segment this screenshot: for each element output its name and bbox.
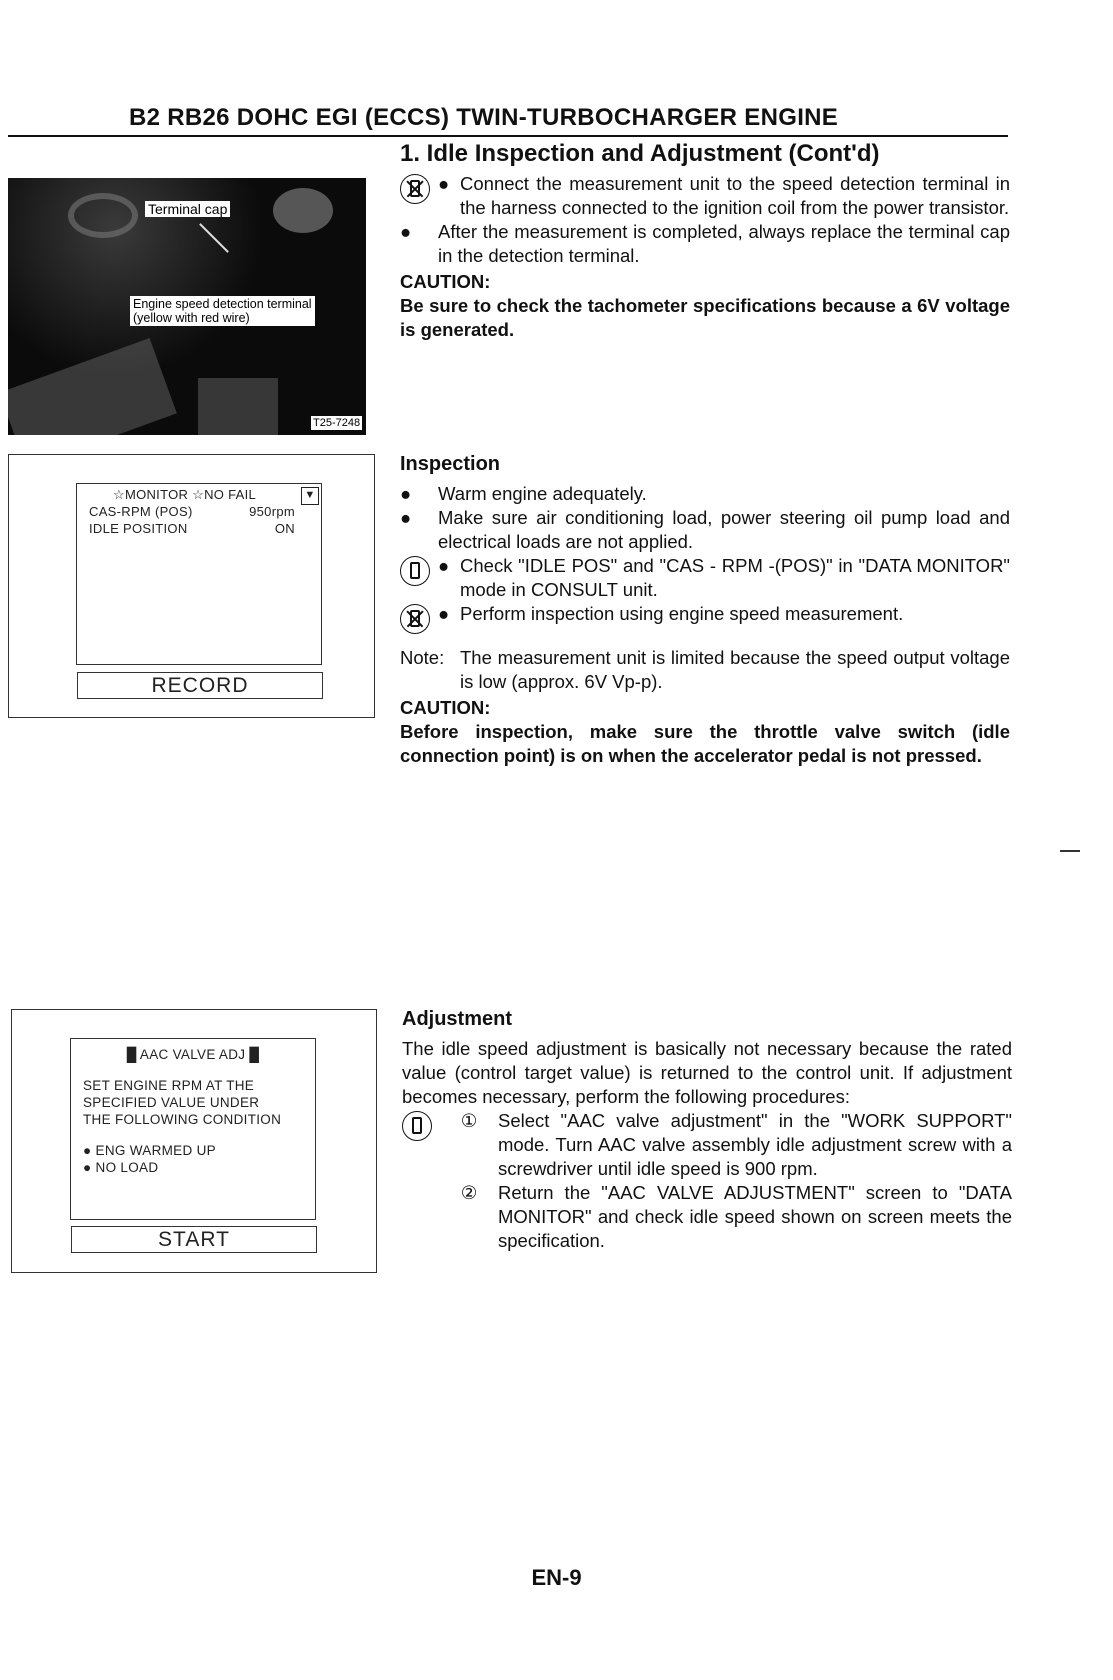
consult-icon (402, 1109, 440, 1133)
step-text: Select "AAC valve adjustment" in the "WORK SUPPORT" mode. Turn AAC valve assembly idle adjustment screw with a screwdriver until idle speed is 900 rpm. (498, 1110, 1012, 1179)
consult-icon (400, 554, 438, 578)
no-consult-bullet: Perform inspection using engine speed measurement. (460, 603, 904, 624)
aac-line: SET ENGINE RPM AT THE (83, 1078, 255, 1093)
step-number: ② (460, 1182, 478, 1203)
adjustment-heading: Adjustment (402, 1008, 512, 1030)
block-icon: █ (126, 1047, 137, 1062)
row-label: IDLE POSITION (89, 521, 188, 536)
page-number: EN-9 (531, 1565, 582, 1590)
aac-line: SPECIFIED VALUE UNDER (83, 1095, 260, 1110)
caution-label: CAUTION: (400, 697, 491, 718)
intro-bullet: Connect the measurement unit to the speed detection terminal in the harness connected to the ignition coil from the power transistor. (460, 173, 1010, 218)
intro-section: ● Connect the measurement unit to the speed detection terminal in the harness connected to the ignition coil from the power transistor. ● After the measurement is completed, always replace the terminal cap in the detection terminal. CAUTION: Be sure to check the tachometer specifications because a 6V voltage is generated. (400, 173, 1010, 340)
no-consult-icon (400, 602, 438, 626)
aac-screen: █ AAC VALVE ADJ █ SET ENGINE RPM AT THE SPECIFIED VALUE UNDER THE FOLLOWING CONDITION ● ENG WARMED UP ● NO LOAD (70, 1038, 316, 1220)
photo-label-line: (yellow with red wire) (133, 311, 250, 325)
monitor-title: ☆MONITOR ☆NO FAIL (113, 487, 257, 502)
aac-screen-figure (11, 1009, 377, 1273)
block-icon: █ (249, 1047, 260, 1062)
note-label: Note: (400, 647, 445, 668)
aac-title: AAC VALVE ADJ (139, 1047, 246, 1062)
monitor-row (77, 520, 321, 537)
record-button[interactable]: RECORD (77, 672, 323, 699)
no-consult-icon (400, 172, 438, 196)
note-text: The measurement unit is limited because the speed output voltage is low (approx. 6V Vp-p). (460, 647, 1010, 692)
header-divider (8, 135, 1008, 137)
aac-line: THE FOLLOWING CONDITION (83, 1112, 282, 1127)
step-number: ① (460, 1110, 478, 1131)
photo-label-terminal-cap: Terminal cap (145, 201, 230, 217)
margin-mark (1060, 850, 1080, 852)
row-label: CAS-RPM (POS) (89, 504, 193, 519)
caution-label: CAUTION: (400, 271, 491, 292)
monitor-row (77, 503, 321, 520)
monitor-screen (76, 483, 322, 665)
consult-bullet: Check "IDLE POS" and "CAS - RPM -(POS)" in "DATA MONITOR" mode in CONSULT unit. (460, 555, 1010, 600)
photo-label-terminal (130, 296, 315, 326)
step-text: Return the "AAC VALVE ADJUSTMENT" screen to "DATA MONITOR" and check idle speed shown on screen meets the specification. (498, 1182, 1012, 1251)
aac-condition: NO LOAD (95, 1160, 159, 1175)
inspection-heading: Inspection (400, 453, 501, 475)
inspection-bullet: Make sure air conditioning load, power steering oil pump load and electrical loads are not applied. (438, 507, 1010, 552)
page-header-title: B2 RB26 DOHC EGI (ECCS) TWIN-TURBOCHARGER ENGINE (129, 104, 839, 131)
row-value: 950rpm (249, 504, 295, 519)
photo-code: T25-7248 (313, 417, 361, 429)
row-value: ON (274, 521, 295, 536)
intro-bullet: After the measurement is completed, always replace the terminal cap in the detection terminal. (438, 221, 1010, 266)
monitor-screen-figure (8, 454, 375, 718)
inspection-section: Inspection ● Warm engine adequately. ● Make sure air conditioning load, power steering oil pump load and electrical loads are not applied. ● Check "IDLE POS" and "CAS - RPM -(POS)" in "DATA MONITOR" mode in CONSULT unit. ● Perform inspection using engine speed measurement. Note: The measurement unit is limited because the speed output voltage is low (approx. 6V Vp-p). CAUTION: Before inspection, make sure the throttle valve switch (idle connection point) is on when the accelerator pedal is not pressed. (400, 453, 1010, 766)
inspection-bullet: Warm engine adequately. (438, 483, 647, 504)
adjustment-intro: The idle speed adjustment is basically not necessary because the rated value (control target value) is returned to the control unit. If adjustment becomes necessary, perform the following procedures: (402, 1038, 1012, 1107)
start-button[interactable]: START (71, 1226, 317, 1253)
caution-text: Be sure to check the tachometer specifications because a 6V voltage is generated. (400, 295, 1010, 340)
caution-text: Before inspection, make sure the throttle valve switch (idle connection point) is on when the accelerator pedal is not pressed. (400, 721, 1010, 766)
engine-photo (8, 178, 366, 435)
photo-label-line: Engine speed detection terminal (133, 297, 312, 311)
scroll-down-icon[interactable]: ▼ (301, 487, 319, 505)
section-title: 1. Idle Inspection and Adjustment (Cont'd) (400, 140, 880, 167)
aac-condition: ENG WARMED UP (95, 1143, 216, 1158)
adjustment-section (402, 1007, 1012, 1253)
